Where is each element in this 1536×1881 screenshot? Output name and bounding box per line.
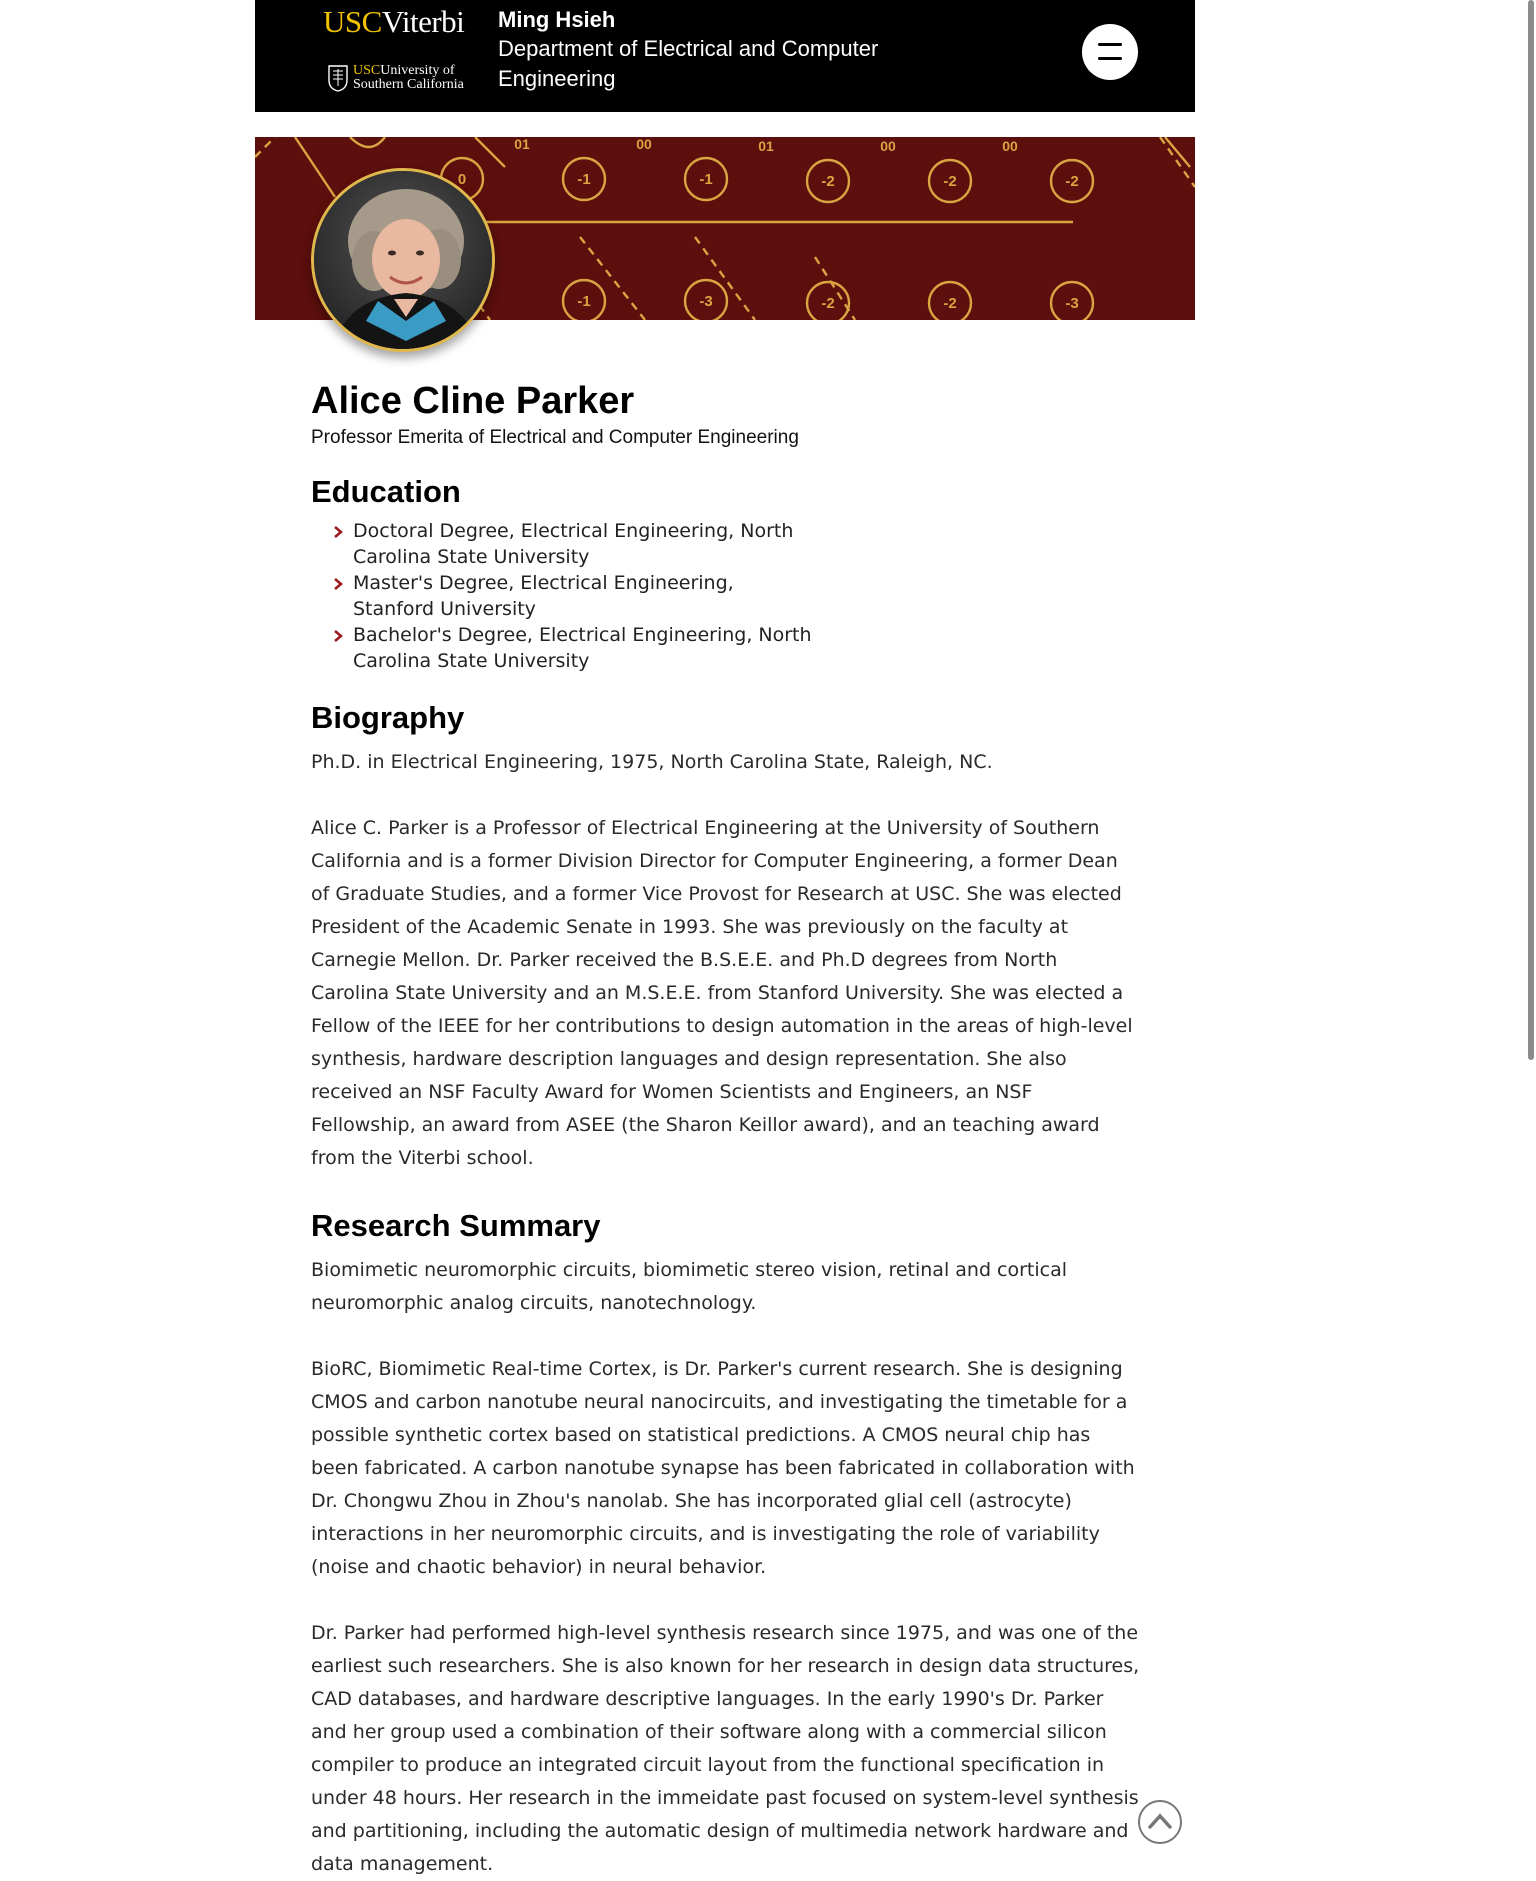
binary-label: 00: [636, 137, 652, 152]
chevron-right-icon: [333, 630, 343, 642]
viterbi-wordmark: [323, 6, 464, 37]
education-item-text: Master's Degree, Electrical Engineering, Stanford University: [353, 572, 734, 620]
department-name: Ming Hsieh: [498, 7, 616, 32]
department-title[interactable]: [498, 6, 998, 94]
portrait-illustration: [314, 171, 492, 349]
logo-viterbi-text: Viterbi: [381, 4, 465, 39]
node-value: -3: [699, 293, 713, 310]
research-paragraph: BioRC, Biomimetic Real-time Cortex, is Dr. Parker's current research. She is designing CMOS and carbon nanotube neural nanocircuits, and investigating the timetable for a possible synthetic cortex based on statistical predictions. A CMOS neural chip has been fabricated. A carbon nanotube synapse has been fabricated in collaboration with Dr. Chongwu Zhou in Zhou's nanolab. She has incorporated glial cell (astrocyte) interactions in her neuromorphic circuits, and is investigating the role of variability (noise and chaotic behavior) in neural behavior.: [311, 1358, 1135, 1578]
biography-heading: Biography: [311, 700, 465, 735]
node-value: -1: [577, 293, 591, 310]
node-value: -3: [1065, 295, 1079, 312]
node-value: -2: [821, 295, 835, 312]
list-item: [333, 622, 813, 674]
node-value: -1: [699, 171, 713, 188]
education-heading: Education: [311, 474, 461, 509]
research-summary-heading: Research Summary: [311, 1208, 601, 1243]
chevron-right-icon: [333, 578, 343, 590]
binary-label: 00: [1002, 138, 1018, 154]
univ-line-2: Southern California: [353, 77, 464, 92]
node-value: -2: [1065, 173, 1079, 190]
education-item-text: Bachelor's Degree, Electrical Engineering, North Carolina State University: [353, 624, 812, 672]
node-value: -2: [943, 295, 957, 312]
scrollbar-thumb[interactable]: [1528, 0, 1534, 1060]
menu-button[interactable]: [1082, 24, 1138, 80]
biography-paragraph: Alice C. Parker is a Professor of Electrical Engineering at the University of Southern California and is a former Division Director for Computer Engineering, a former Dean of Graduate Studies, and a former Vice Provost for Research at USC. She was elected President of the Academic Senate in 1993. She was previously on the faculty at Carnegie Mellon. Dr. Parker received the B.S.E.E. and Ph.D degrees from North Carolina State University and an M.S.E.E. from Stanford University. She was elected a Fellow of the IEEE for her contributions to design automation in the areas of high-level synthesis, hardware description languages and design representation. She also received an NSF Faculty Award for Women Scientists and Engineers, an NSF Fellowship, an award from ASEE (the Sharon Keillor award), and an teaching award from the Viterbi school.: [311, 817, 1133, 1169]
education-list: [311, 518, 813, 674]
usc-university-logo: [327, 62, 467, 96]
profile-photo: [311, 168, 495, 352]
research-paragraph: Dr. Parker had performed high-level synthesis research since 1975, and was one of the earliest such researchers. She is also known for her research in design data structures, CAD databases, and hardware descriptive languages. In the early 1990's Dr. Parker and her group used a combination of their software along with a commercial silicon compiler to produce an integrated circuit layout from the functional specification in under 48 hours. Her research in the immeidate past focused on system-level synthesis and partitioning, including the automatic design of multimedia network hardware and data management.: [311, 1622, 1140, 1875]
univ-line-1: University of: [380, 63, 455, 78]
scroll-to-top-button[interactable]: [1138, 1800, 1182, 1844]
person-title: Professor Emerita of Electrical and Computer Engineering: [311, 427, 799, 448]
page-title: Alice Cline Parker: [311, 380, 635, 422]
list-item: [333, 518, 813, 570]
chevron-up-icon: [1140, 1802, 1180, 1842]
university-name: [353, 64, 464, 92]
research-paragraph: Biomimetic neuromorphic circuits, biomimetic stereo vision, retinal and cortical neuromorphic analog circuits, nanotechnology.: [311, 1259, 1068, 1314]
univ-usc-text: USC: [353, 63, 381, 78]
profile-content: [311, 380, 1141, 1881]
binary-label: 00: [880, 138, 896, 154]
binary-label: 01: [758, 138, 774, 154]
education-item-text: Doctoral Degree, Electrical Engineering, North Carolina State University: [353, 520, 794, 568]
biography-paragraph: Ph.D. in Electrical Engineering, 1975, North Carolina State, Raleigh, NC.: [311, 751, 993, 773]
usc-viterbi-logo[interactable]: [323, 6, 473, 106]
node-value: -1: [577, 171, 591, 188]
site-header: [255, 0, 1195, 112]
logo-usc-text: USC: [323, 4, 382, 39]
node-value: -2: [943, 173, 957, 190]
chevron-right-icon: [333, 526, 343, 538]
department-subtitle: Department of Electrical and Computer Engineering: [498, 36, 879, 91]
list-item: [333, 570, 813, 622]
binary-label: 01: [514, 137, 530, 152]
node-value: 0: [457, 171, 467, 188]
usc-seal-icon: [327, 64, 349, 92]
node-value: -2: [821, 173, 835, 190]
